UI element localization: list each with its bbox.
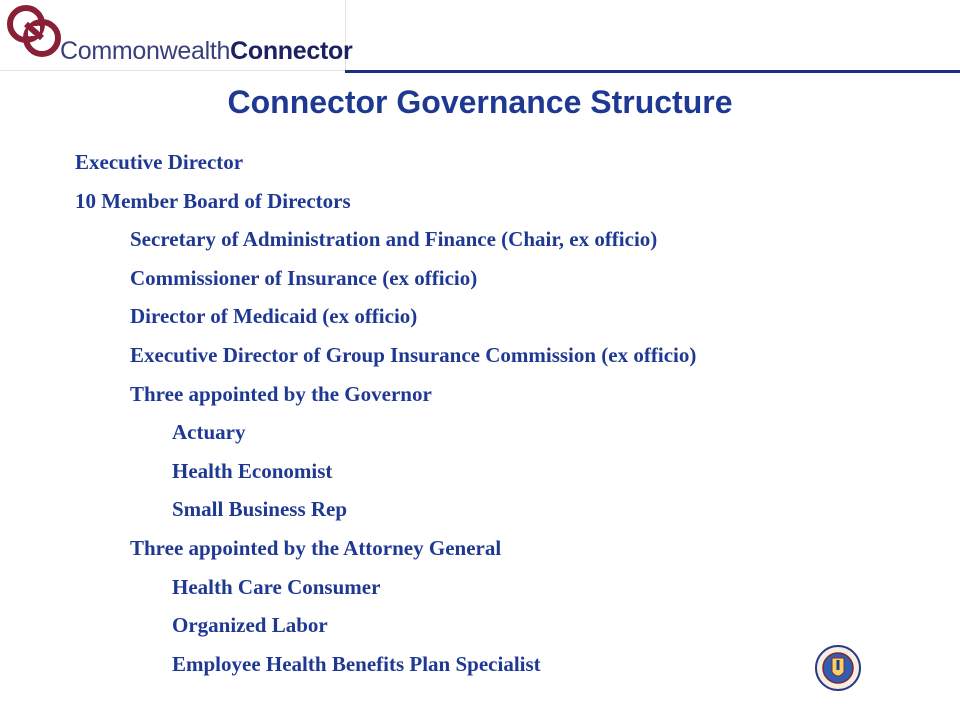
outline-item: Commissioner of Insurance (ex officio) [130,265,478,290]
outline-item: Executive Director of Group Insurance Commission (ex officio) [130,343,697,367]
massachusetts-seal-icon [814,644,862,692]
logo-text-light: Commonwealth [60,37,231,65]
outline-item: 10 Member Board of Directors [75,188,351,213]
slide-title: Connector Governance Structure [227,84,733,120]
outline-item: Organized Labor [172,613,328,638]
logo-text-bold: Connector [230,37,353,65]
outline-item: Actuary [172,420,246,445]
outline-item: Health Care Consumer [172,574,381,599]
outline-item: Executive Director [75,150,244,174]
connector-logo-mark-icon [2,2,68,60]
logo-wordmark [60,37,352,66]
outline-item: Director of Medicaid (ex officio) [130,304,418,329]
header-rule [345,70,960,73]
outline-item: Secretary of Administration and Finance (Chair, ex officio) [130,227,658,252]
outline-item: Small Business Rep [172,497,348,522]
outline-item: Health Economist [172,458,333,483]
outline-item: Three appointed by the Governor [130,381,432,406]
logo [0,0,353,71]
outline-item: Three appointed by the Attorney General [130,536,502,560]
outline-item: Employee Health Benefits Plan Specialist [172,651,541,676]
